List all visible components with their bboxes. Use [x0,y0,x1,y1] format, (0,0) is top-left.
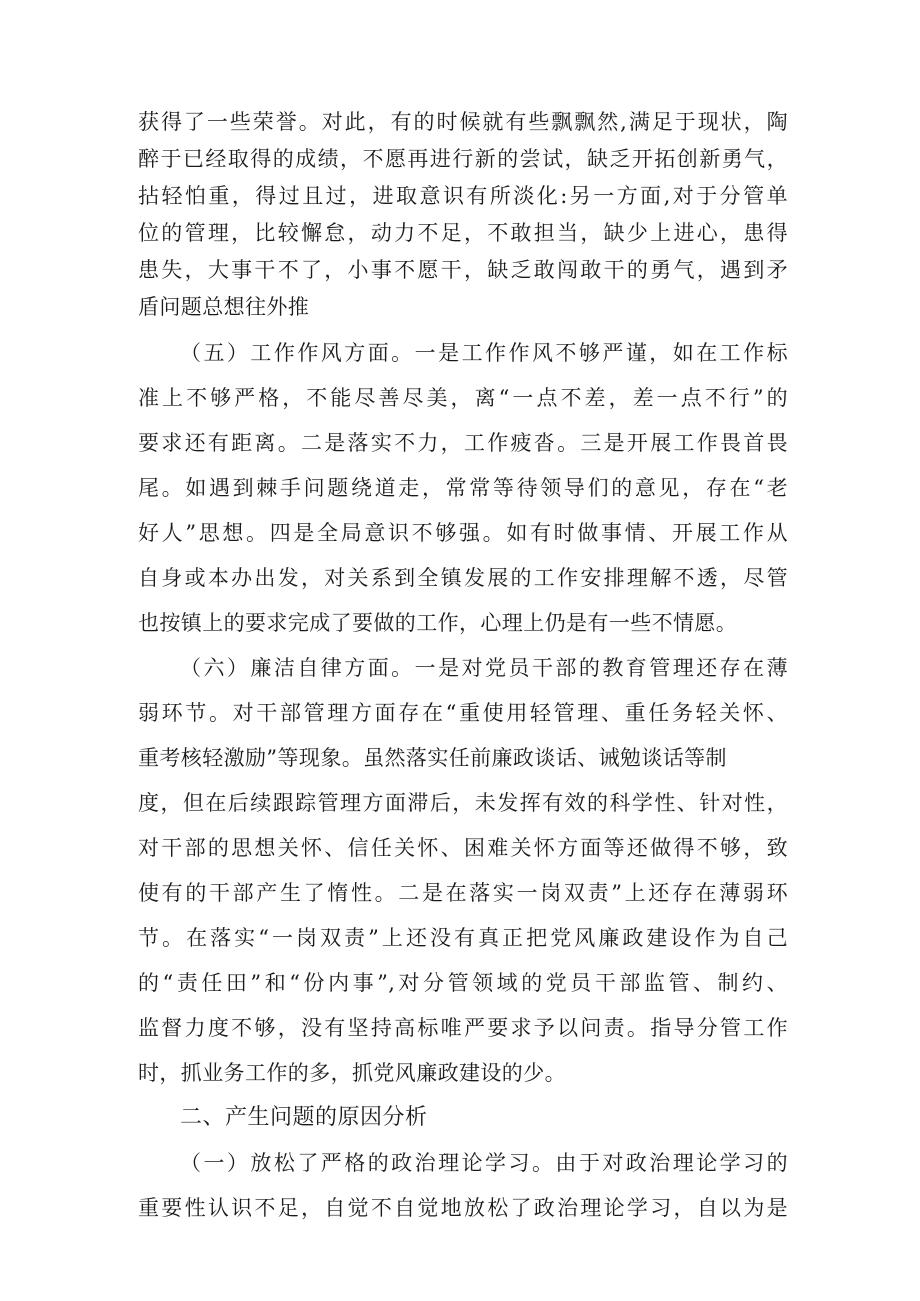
text-line: （五）工作作风方面。一是工作作风不够严谨，如在工作标 [180,341,788,365]
text-line: 要求还有距离。二是落实不力，工作疲沓。三是开展工作畏首畏 [138,431,788,455]
text-line: 重考核轻激励”等现象。虽然落实任前廉政谈话、诫勉谈话等制 [138,746,727,770]
text-line: 醉于已经取得的成绩，不愿再进行新的尝试，缺乏开拓创新勇气， [138,147,788,171]
text-line: 时，抓业务工作的多，抓党风廉政建设的少。 [138,1061,566,1085]
section-heading: 二、产生问题的原因分析 [180,1105,428,1130]
text-line: 位的管理，比较懈怠，动力不足，不敢担当，缺少上进心，患得 [138,221,788,245]
text-line: 拈轻怕重，得过且过，进取意识有所淡化:另一方面,对于分管单 [138,184,788,208]
text-line: 也按镇上的要求完成了要做的工作，心理上仍是有一些不情愿。 [138,611,738,635]
text-line: 节。在落实“一岗双责”上还没有真正把党风廉政建设作为自己 [138,926,788,950]
text-line: 尾。如遇到棘手问题绕道走，常常等待领导们的意见，存在“老 [138,476,788,500]
text-line: 弱环节。对干部管理方面存在“重使用轻管理、重任务轻关怀、 [138,701,788,725]
text-line: 盾问题总想往外推 [138,295,310,319]
text-line: 使有的干部产生了惰性。二是在落实一岗双责”上还存在薄弱环 [138,881,788,905]
text-line: 对干部的思想关怀、信任关怀、困难关怀方面等还做得不够，致 [138,836,788,860]
text-line: 的“责任田”和“份内事”,对分管领域的党员干部监管、制约、 [138,971,788,995]
text-line: （一）放松了严格的政治理论学习。由于对政治理论学习的 [180,1151,788,1175]
text-line: 好人”思想。四是全局意识不够强。如有时做事情、开展工作从 [138,521,788,545]
text-line: 重要性认识不足，自觉不自觉地放松了政治理论学习，自以为是 [138,1196,788,1220]
text-line: （六）廉洁自律方面。一是对党员干部的教育管理还存在薄 [180,656,788,680]
text-line: 准上不够严格，不能尽善尽美，离“一点不差，差一点不行”的 [138,386,788,410]
text-line: 患失，大事干不了，小事不愿干，缺乏敢闯敢干的勇气，遇到矛 [138,258,788,282]
text-line: 监督力度不够，没有坚持高标唯严要求予以问责。指导分管工作 [138,1016,788,1040]
text-line: 度，但在后续跟踪管理方面滞后，未发挥有效的科学性、针对性， [138,791,788,815]
text-line: 自身或本办出发，对关系到全镇发展的工作安排理解不透，尽管 [138,566,788,590]
text-line: 获得了一些荣誉。对此，有的时候就有些飘飘然,满足于现状，陶 [138,110,788,134]
